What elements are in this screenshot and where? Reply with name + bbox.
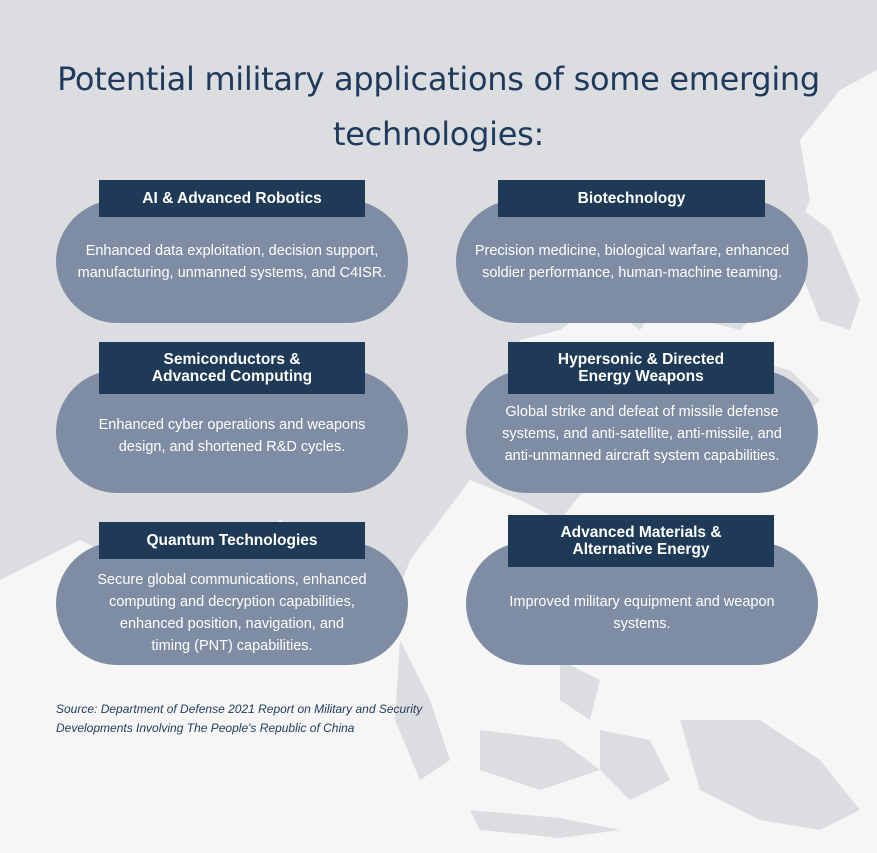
card-label: Semiconductors & Advanced Computing	[99, 342, 365, 394]
source-citation: Source: Department of Defense 2021 Report on Military and Security Developments Involving The People's Republic of China	[56, 702, 423, 735]
card-label: Biotechnology	[498, 180, 765, 217]
card-description-box	[56, 200, 408, 323]
card-label: AI & Advanced Robotics	[99, 180, 365, 217]
card-description: Enhanced cyber operations and weapons design, and shortened R&D cycles.	[98, 416, 366, 455]
card-description: Precision medicine, biological warfare, enhanced soldier performance, human-machine teaming.	[474, 242, 790, 281]
card-label: Quantum Technologies	[99, 522, 365, 559]
card-label: Advanced Materials & Alternative Energy	[508, 515, 774, 567]
page-title: Potential military applications of some emerging technologies:	[57, 60, 820, 153]
card-description: Global strike and defeat of missile defense systems, and anti-satellite, anti-missile, and anti-unmanned aircraft system capabilities.	[502, 403, 782, 464]
card-description: Enhanced data exploitation, decision support, manufacturing, unmanned systems, and C4ISR.	[77, 242, 387, 281]
card-description-box	[456, 200, 808, 323]
card-label: Hypersonic & Directed Energy Weapons	[508, 342, 774, 394]
card-description: Secure global communications, enhanced computing and decryption capabilities, enhanced position, navigation, and timing (PNT) capabilities.	[97, 571, 367, 654]
card-description-box	[56, 542, 408, 665]
card-description: Improved military equipment and weapon systems.	[509, 593, 775, 632]
